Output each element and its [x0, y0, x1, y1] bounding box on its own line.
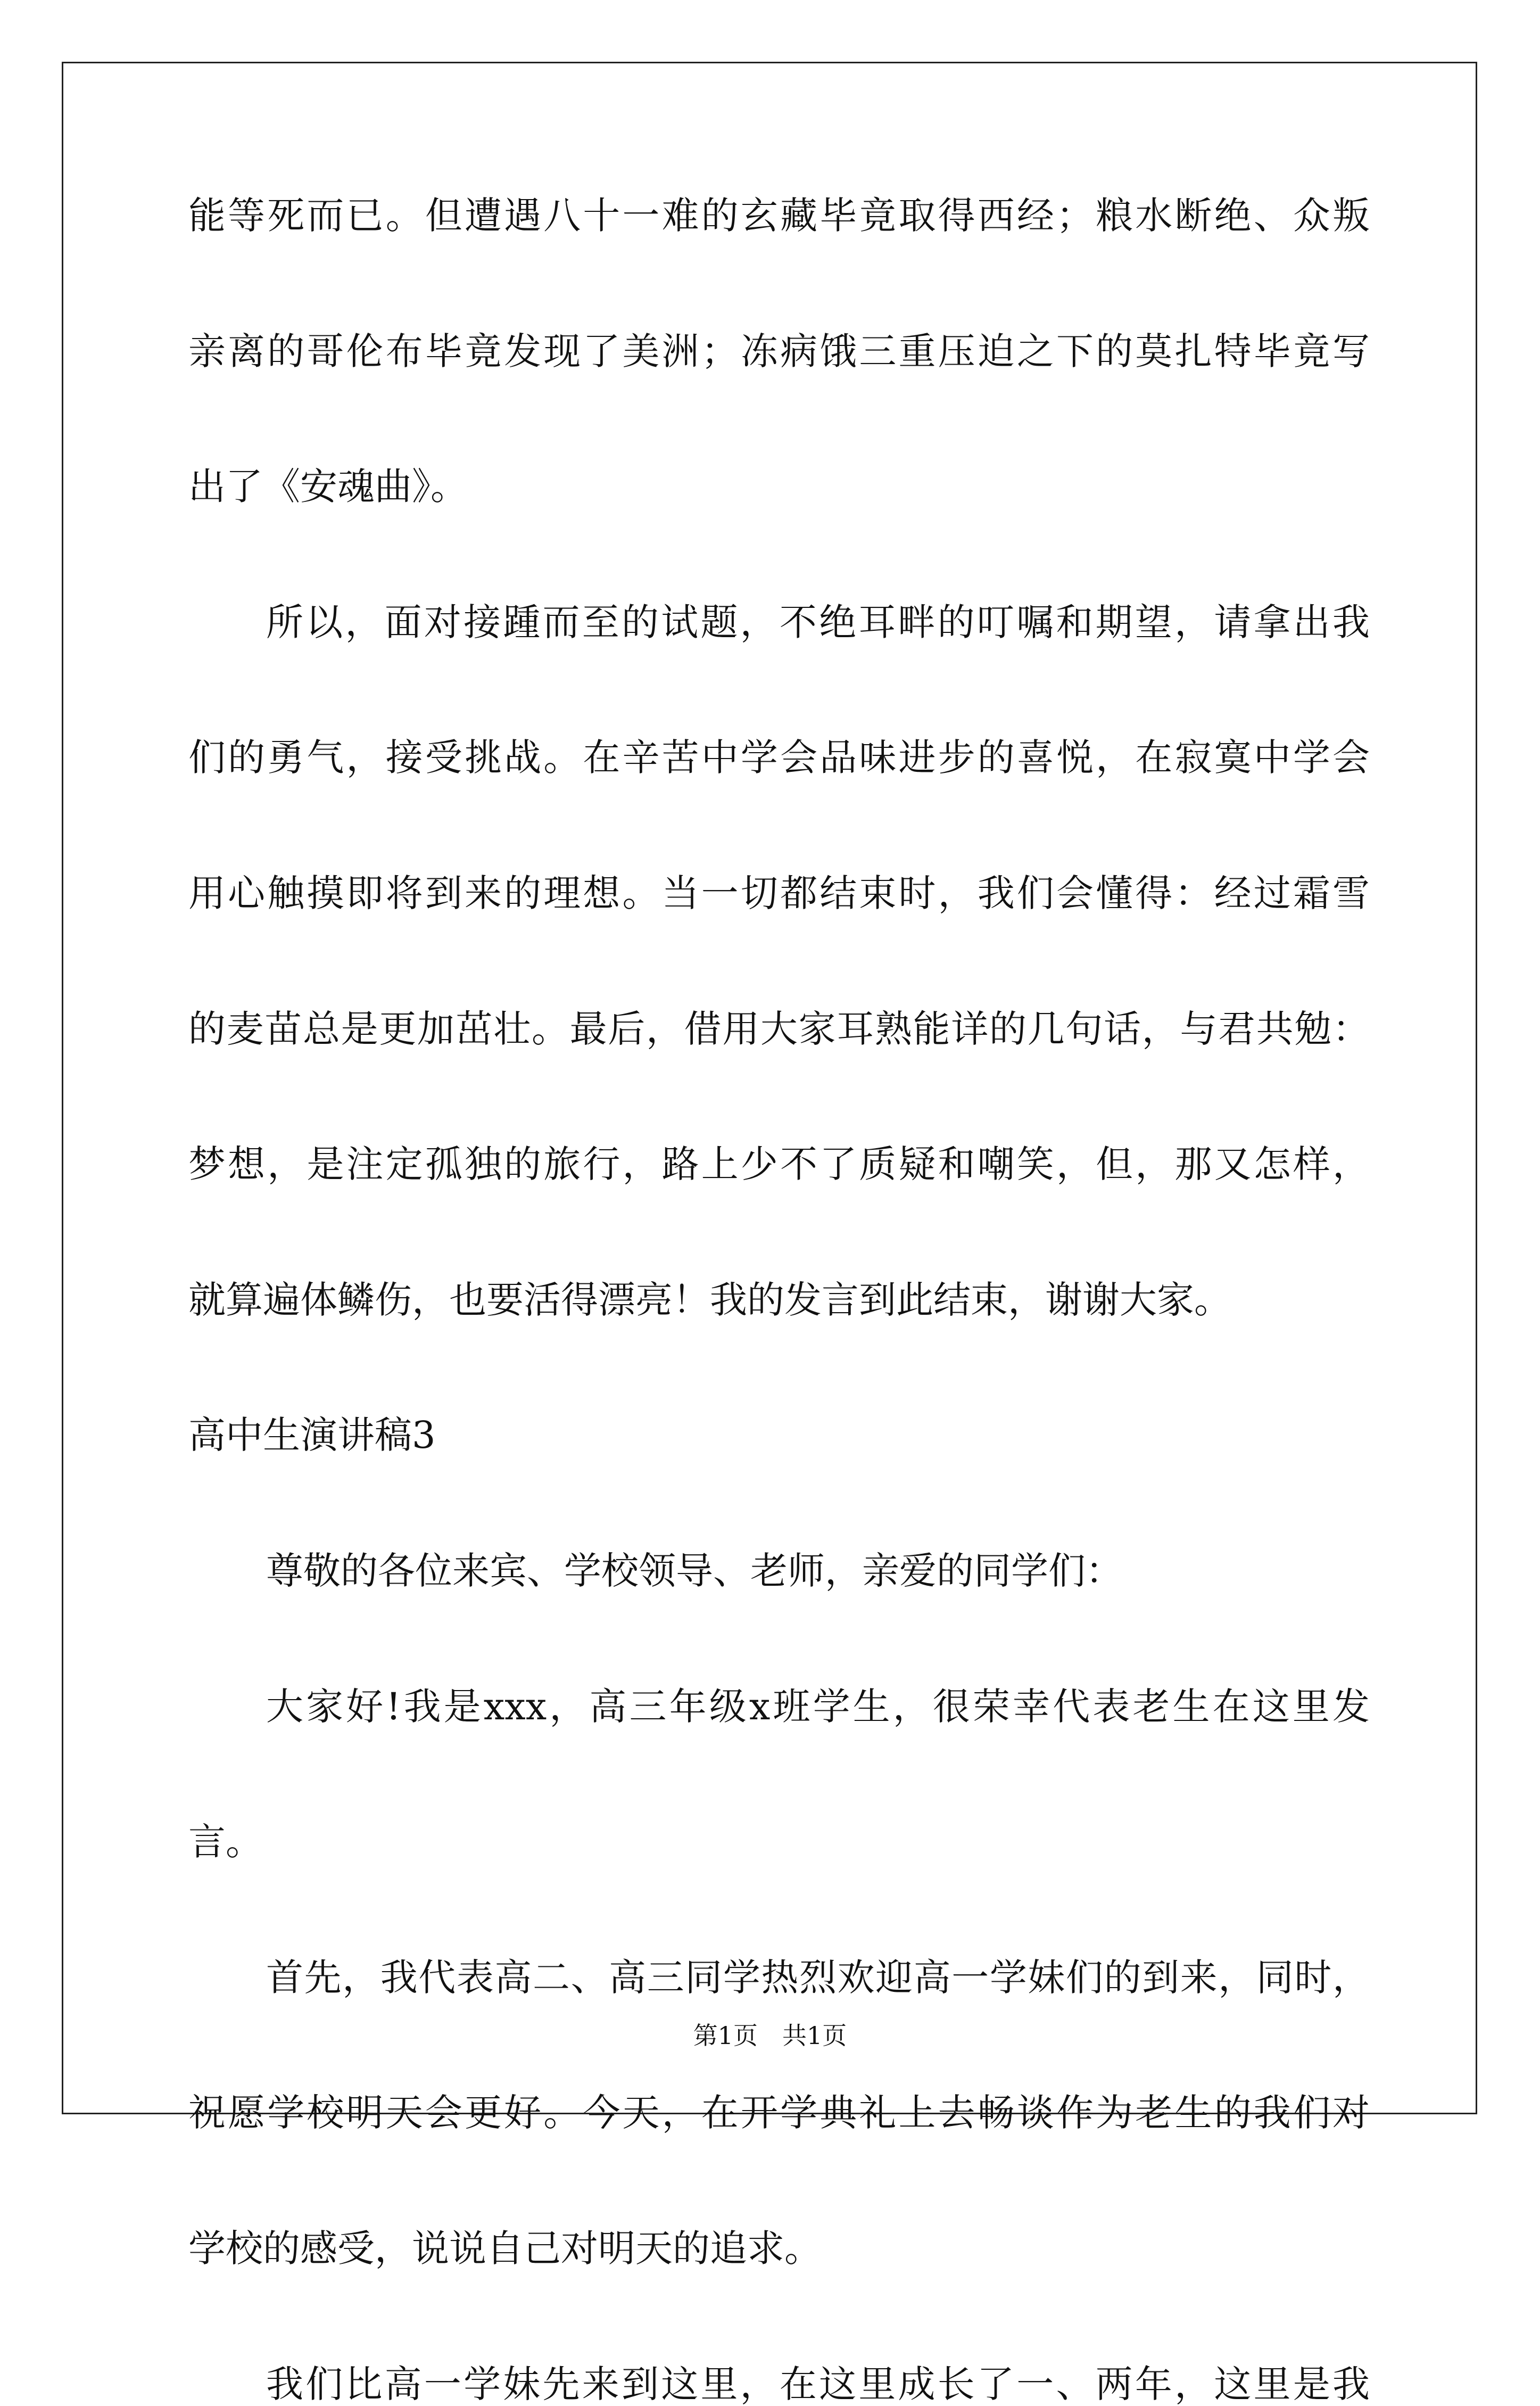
paragraph-line: 首先，我代表高二、高三同学热烈欢迎高一学妹们的到来，同时， — [266, 1955, 1370, 1999]
paragraph-line: 能等死而已。但遭遇八十一难的玄藏毕竟取得西经；粮水断绝、众叛 — [188, 194, 1370, 237]
paragraph-line: 学校的感受，说说自己对明天的追求。 — [188, 2226, 822, 2270]
paragraph-line: 用心触摸即将到来的理想。当一切都结束时，我们会懂得：经过霜雪 — [188, 871, 1370, 915]
paragraph-line: 尊敬的各位来宾、学校领导、老师，亲爱的同学们： — [266, 1548, 1123, 1593]
paragraph-line: 所以，面对接踵而至的试题，不绝耳畔的叮嘱和期望，请拿出我 — [266, 600, 1370, 644]
section-heading: 高中生演讲稿3 — [188, 1413, 436, 1457]
document-body — [188, 194, 1370, 2406]
paragraph-line: 言。 — [188, 1820, 263, 1864]
paragraph-line: 大家好!我是xxx，高三年级x班学生，很荣幸代表老生在这里发 — [266, 1684, 1370, 1728]
paragraph-line: 就算遍体鳞伤，也要活得漂亮！我的发言到此结束，谢谢大家。 — [188, 1278, 1231, 1322]
paragraph-line: 梦想，是注定孤独的旅行，路上少不了质疑和嘲笑，但，那又怎样， — [188, 1142, 1370, 1186]
page-number-label: 第1页 共1页 — [693, 2021, 847, 2050]
paragraph-line: 亲离的哥伦布毕竟发现了美洲；冻病饿三重压迫之下的莫扎特毕竟写 — [188, 329, 1370, 373]
paragraph-line: 祝愿学校明天会更好。今天，在开学典礼上去畅谈作为老生的我们对 — [188, 2091, 1370, 2135]
paragraph-line: 出了《安魂曲》。 — [188, 465, 468, 509]
page-footer — [0, 2023, 1540, 2048]
paragraph-line: 的麦苗总是更加茁壮。最后，借用大家耳熟能详的几句话，与君共勉： — [188, 1007, 1370, 1051]
paragraph-line: 们的勇气，接受挑战。在辛苦中学会品味进步的喜悦，在寂寞中学会 — [188, 736, 1370, 780]
paragraph-line: 我们比高一学妹先来到这里，在这里成长了一、两年，这里是我 — [266, 2362, 1370, 2406]
